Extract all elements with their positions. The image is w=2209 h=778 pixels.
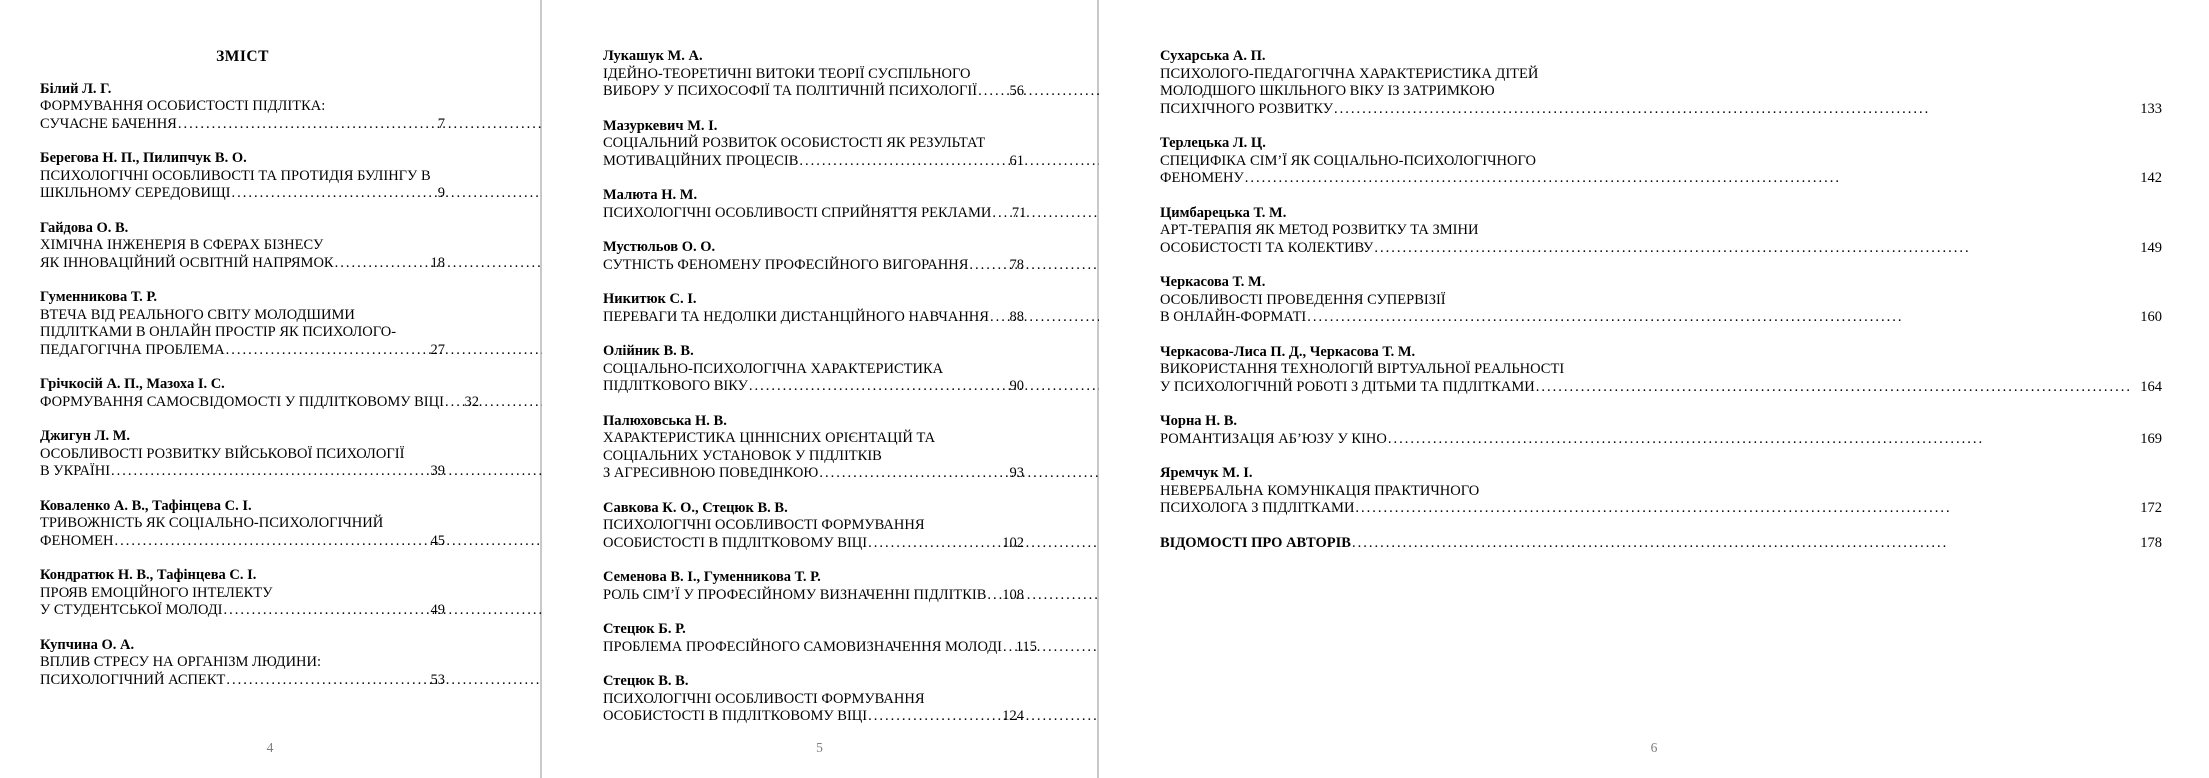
toc-entry-page-number: 78 (1009, 256, 1024, 273)
toc-entry-page-number: 53 (430, 671, 445, 688)
dot-leader (223, 602, 415, 620)
toc-entry-title-text: З АГРЕСИВНОЮ ПОВЕДІНКОЮ (603, 465, 819, 481)
toc-entry-title-text: РОЛЬ СІМ’Ї У ПРОФЕСІЙНОМУ ВИЗНАЧЕННІ ПІДЛІТКІВ (603, 586, 987, 603)
toc-entry-title-line (603, 587, 1024, 605)
toc-entry-title-line (1160, 240, 2162, 258)
toc-entry-title-line: ОСОБЛИВОСТІ ПРОВЕДЕННЯ СУПЕРВІЗІЇ (1160, 291, 1446, 308)
toc-entry-title-line (1160, 309, 2162, 327)
toc-entry-page-number: 61 (1009, 152, 1024, 169)
toc-entry (603, 343, 1024, 396)
toc-entry-page-number: 102 (1002, 534, 1024, 551)
dot-leader (799, 153, 994, 171)
toc-entry-title-line: ВПЛИВ СТРЕСУ НА ОРГАНІЗМ ЛЮДИНИ: (40, 654, 322, 670)
toc-entry-authors: Берегова Н. П., Пилипчук В. О. (40, 150, 247, 166)
toc-entry-page-number: 45 (430, 532, 445, 549)
toc-entry-title-line: ПРОЯВ ЕМОЦІЙНОГО ІНТЕЛЕКТУ (40, 584, 273, 601)
toc-entry-authors: Мустюльов О. О. (603, 239, 716, 255)
toc-entry-authors: Черкасова-Лиса П. Д., Черкасова Т. М. (1160, 343, 1416, 360)
dot-leader (1245, 170, 2132, 188)
dot-leader (111, 463, 415, 481)
toc-entry (1160, 344, 2162, 397)
dot-leader (226, 342, 415, 360)
toc-entry (603, 500, 1024, 553)
toc-entry-title-text: ОСОБИСТОСТІ В ПІДЛІТКОВОМУ ВІЦІ (603, 534, 868, 551)
toc-entry-page-number: 133 (2140, 100, 2162, 117)
toc-entry (40, 376, 479, 411)
toc-entry-page-number: 124 (1002, 708, 1024, 724)
toc-entry-title-line (603, 638, 1037, 657)
toc-entries-page-6 (1160, 48, 2162, 552)
toc-entry-authors: Лукашук М. А. (603, 48, 703, 64)
toc-entry-title-text: У СТУДЕНТСЬКОЇ МОЛОДІ (40, 602, 223, 618)
toc-entry-page-number: 115 (1015, 638, 1037, 655)
toc-entry-title-line (40, 602, 445, 620)
toc-entry-title-text: ЯК ІННОВАЦІЙНИЙ ОСВІТНІЙ НАПРЯМОК (40, 254, 334, 271)
toc-entry-title-line: ПСИХОЛОГІЧНІ ОСОБЛИВОСТІ ФОРМУВАННЯ (603, 517, 925, 533)
toc-entry-title-text: МОТИВАЦІЙНИХ ПРОЦЕСІВ (603, 152, 799, 169)
toc-entry-title-text: В УКРАЇНІ (40, 463, 111, 479)
toc-entry-title-line: НЕВЕРБАЛЬНА КОМУНІКАЦІЯ ПРАКТИЧНОГО (1160, 482, 1480, 499)
toc-entry-authors: Джигун Л. М. (40, 428, 131, 444)
toc-entry (40, 498, 445, 551)
toc-entry-authors: Палюховська Н. В. (603, 412, 727, 429)
toc-entry-page-number: 142 (2140, 170, 2162, 186)
toc-entry-title-text: ОСОБИСТОСТІ ТА КОЛЕКТИВУ (1160, 239, 1374, 256)
toc-entry (603, 187, 1027, 222)
toc-entry (1160, 535, 2162, 553)
toc-entry-authors: Яремчук М. І. (1160, 465, 1253, 481)
dot-leader (868, 708, 994, 726)
toc-entry (1160, 413, 2162, 448)
toc-entry-authors: Грічкосій А. П., Мазоха І. С. (40, 376, 225, 392)
toc-entry-title-line: ТРИВОЖНІСТЬ ЯК СОЦІАЛЬНО-ПСИХОЛОГІЧНИЙ (40, 515, 384, 531)
toc-entry-authors: Никитюк С. І. (603, 291, 697, 307)
toc-entry-page-number: 169 (2140, 430, 2162, 447)
toc-entry (603, 673, 1024, 726)
toc-entry (603, 291, 1024, 326)
toc-entry-authors: Олійник В. В. (603, 343, 694, 359)
toc-entry-title-line (1160, 500, 2162, 518)
toc-entry-title-line: ПІДЛІТКАМИ В ОНЛАЙН ПРОСТІР ЯК ПСИХОЛОГО- (40, 324, 397, 340)
page-6 (1099, 0, 2209, 778)
toc-entry-title-line: МОЛОДШОГО ШКІЛЬНОГО ВІКУ ІЗ ЗАТРИМКОЮ (1160, 83, 1495, 99)
toc-entry-authors: Мазуркевич М. І. (603, 117, 718, 134)
toc-entry (603, 569, 1024, 604)
dot-leader (231, 185, 415, 203)
toc-entry-page-number: 18 (430, 254, 445, 271)
dot-leader (819, 465, 994, 483)
toc-entry-title-line: ХІМІЧНА ІНЖЕНЕРІЯ В СФЕРАХ БІЗНЕСУ (40, 237, 324, 253)
toc-entry-authors: Савкова К. О., Стецюк В. В. (603, 499, 788, 516)
dot-leader (978, 83, 994, 101)
toc-entry (40, 567, 445, 620)
toc-entry-title-line: ПСИХОЛОГО-ПЕДАГОГІЧНА ХАРАКТЕРИСТИКА ДІТЕЙ (1160, 65, 1539, 82)
toc-entry-title-line: СОЦІАЛЬНО-ПСИХОЛОГІЧНА ХАРАКТЕРИСТИКА (603, 360, 944, 377)
toc-entry-title-line (603, 465, 1024, 483)
toc-entry-title-text: ПСИХОЛОГА З ПІДЛІТКАМИ (1160, 500, 1355, 516)
toc-entry (40, 428, 445, 481)
toc-entry-page-number: 7 (437, 115, 445, 132)
toc-entry-title-line (40, 533, 445, 551)
toc-entry (40, 637, 445, 690)
toc-entry-page-number: 178 (2140, 534, 2162, 551)
page-5 (542, 0, 1097, 778)
dot-leader (1536, 379, 2132, 397)
dot-leader (749, 378, 994, 396)
toc-entry (1160, 465, 2162, 518)
toc-heading: ЗМІСТ (216, 48, 269, 65)
toc-entry-title-text: ОСОБИСТОСТІ В ПІДЛІТКОВОМУ ВІЦІ (603, 708, 868, 724)
toc-entry-title-line: ПСИХОЛОГІЧНІ ОСОБЛИВОСТІ ФОРМУВАННЯ (603, 690, 925, 707)
dot-leader (335, 255, 415, 273)
dot-leader (1388, 431, 2132, 449)
toc-entry-title-text: ШКІЛЬНОМУ СЕРЕДОВИЩІ (40, 185, 231, 201)
toc-entry-page-number: 27 (430, 341, 445, 358)
toc-entry-title-line (603, 83, 1024, 101)
toc-entry-title-line (40, 393, 479, 412)
toc-entry-page-number: 56 (1009, 83, 1024, 99)
toc-entry-authors: Семенова В. І., Гуменникова Т. Р. (603, 569, 821, 585)
toc-entry (603, 239, 1024, 274)
toc-entry-title-text: ВІДОМОСТІ ПРО АВТОРІВ (1160, 534, 1351, 551)
toc-entry-title-text: ПЕДАГОГІЧНА ПРОБЛЕМА (40, 341, 225, 358)
toc-entry-page-number: 39 (430, 463, 445, 479)
toc-entry-page-number: 108 (1002, 586, 1024, 603)
toc-entry-title-line (1160, 431, 2162, 449)
toc-entry-title-text: ФОРМУВАННЯ САМОСВІДОМОСТІ У ПІДЛІТКОВОМУ ВІЦІ (40, 393, 444, 410)
toc-entry-authors: Гуменникова Т. Р. (40, 289, 158, 305)
toc-entry (1160, 135, 2162, 188)
toc-entry (1160, 48, 2162, 118)
dot-leader (987, 587, 994, 605)
page-number-footer-6: 6 (1650, 739, 1658, 755)
toc-entry (40, 81, 445, 134)
toc-entry (1160, 274, 2162, 327)
toc-entry-title-line (603, 204, 1027, 223)
toc-entry-title-text: В ОНЛАЙН-ФОРМАТІ (1160, 309, 1307, 325)
toc-entry-title-text: ПІДЛІТКОВОГО ВІКУ (603, 378, 748, 394)
toc-entry (603, 118, 1024, 171)
toc-entry-title-line (40, 185, 445, 203)
toc-entry-page-number: 49 (430, 602, 445, 618)
toc-entry-page-number: 90 (1009, 378, 1024, 394)
toc-entry-title-line (40, 255, 445, 273)
toc-entry-title-line (603, 378, 1024, 396)
dot-leader (1334, 101, 2132, 119)
toc-entry-title-text: ПСИХІЧНОГО РОЗВИТКУ (1160, 100, 1334, 117)
toc-entry-page-number: 88 (1009, 308, 1024, 325)
toc-entry (40, 150, 445, 203)
toc-entry-title-line: ОСОБЛИВОСТІ РОЗВИТКУ ВІЙСЬКОВОЇ ПСИХОЛОГІЇ (40, 445, 405, 462)
toc-entry-title-line (40, 116, 445, 134)
toc-entry-page-number: 93 (1009, 465, 1024, 481)
toc-entry-title-line (603, 153, 1024, 171)
toc-entry-title-text: ПЕРЕВАГИ ТА НЕДОЛІКИ ДИСТАНЦІЙНОГО НАВЧАННЯ (603, 308, 989, 325)
dot-leader (969, 257, 994, 275)
toc-entry-authors: Сухарська А. П. (1160, 48, 1266, 64)
toc-entry-title-line (40, 342, 445, 360)
toc-entry-title-text: ФЕНОМЕН (40, 532, 114, 549)
toc-entry (603, 413, 1024, 483)
toc-entry-title-text: РОМАНТИЗАЦІЯ АБ’ЮЗУ У КІНО (1160, 430, 1387, 447)
dot-leader (1374, 240, 2132, 258)
toc-entry-authors: Білий Л. Г. (40, 80, 112, 97)
toc-entry-title-line: ПСИХОЛОГІЧНІ ОСОБЛИВОСТІ ТА ПРОТИДІЯ БУЛІНГУ В (40, 167, 431, 184)
toc-entry-title-line: СПЕЦИФІКА СІМ’Ї ЯК СОЦІАЛЬНО-ПСИХОЛОГІЧНОГО (1160, 152, 1536, 169)
toc-entry-title-line (603, 708, 1024, 726)
dot-leader (1352, 535, 2132, 553)
toc-entry-authors: Цимбарецька Т. М. (1160, 204, 1287, 221)
toc-entry-title-line: ХАРАКТЕРИСТИКА ЦІННІСНИХ ОРІЄНТАЦІЙ ТА (603, 430, 936, 446)
toc-entry (40, 289, 445, 359)
toc-entry-title-line (1160, 101, 2162, 119)
dot-leader (114, 533, 415, 551)
toc-entry-title-line (603, 535, 1024, 553)
toc-entry (603, 621, 1037, 656)
toc-entry-authors: Стецюк В. В. (603, 673, 689, 689)
toc-entry-authors: Кондратюк Н. В., Тафінцева С. І. (40, 567, 257, 583)
toc-entry-authors: Купчина О. А. (40, 636, 135, 653)
dot-leader (226, 672, 415, 690)
toc-entry-title-line: СОЦІАЛЬНИХ УСТАНОВОК У ПІДЛІТКІВ (603, 447, 882, 464)
toc-entry-title-text: ФЕНОМЕНУ (1160, 170, 1244, 186)
toc-entry-title-text: ПСИХОЛОГІЧНІ ОСОБЛИВОСТІ СПРИЙНЯТТЯ РЕКЛАМИ (603, 204, 992, 221)
toc-entry-title-line: АРТ-ТЕРАПІЯ ЯК МЕТОД РОЗВИТКУ ТА ЗМІНИ (1160, 222, 1479, 238)
toc-entry-title-line: ІДЕЙНО-ТЕОРЕТИЧНІ ВИТОКИ ТЕОРІЇ СУСПІЛЬНОГО (603, 65, 971, 82)
toc-entry-page-number: 71 (1011, 204, 1027, 221)
toc-entries-page-4 (40, 80, 479, 690)
toc-entry-authors: Чорна Н. В. (1160, 413, 1238, 429)
toc-entry-title-text: У ПСИХОЛОГІЧНІЙ РОБОТІ З ДІТЬМИ ТА ПІДЛІТКАМИ (1160, 378, 1535, 395)
toc-entry-title-line (40, 672, 445, 690)
toc-entry-title-line (40, 463, 445, 481)
toc-entry-page-number: 149 (2140, 239, 2162, 256)
toc-entry-authors: Гайдова О. В. (40, 219, 129, 236)
toc-entry-title-line (603, 309, 1024, 327)
toc-entry-page-number: 9 (437, 185, 445, 201)
toc-entry-title-line: СОЦІАЛЬНИЙ РОЗВИТОК ОСОБИСТОСТІ ЯК РЕЗУЛЬТАТ (603, 135, 986, 151)
toc-entry-title-line (603, 257, 1024, 275)
dot-leader (868, 535, 994, 553)
page-number-footer-4: 4 (266, 739, 274, 755)
toc-entry-title-text: СУЧАСНЕ БАЧЕННЯ (40, 115, 177, 132)
toc-entry-page-number: 172 (2140, 500, 2162, 516)
page-number-footer-5: 5 (816, 739, 823, 755)
toc-entry-title-line: ВИКОРИСТАННЯ ТЕХНОЛОГІЙ ВІРТУАЛЬНОЇ РЕАЛЬНОСТІ (1160, 361, 1565, 377)
dot-leader (1307, 309, 2132, 327)
toc-entry-title-line (1160, 535, 2162, 553)
toc-entry-title-line: ВТЕЧА ВІД РЕАЛЬНОГО СВІТУ МОЛОДШИМИ (40, 306, 355, 323)
toc-entry (1160, 205, 2162, 258)
toc-entry (40, 220, 445, 273)
toc-entry-page-number: 32 (464, 393, 479, 410)
toc-entry-page-number: 160 (2140, 309, 2162, 325)
toc-entries-page-5 (603, 48, 1037, 726)
toc-entry-title-text: СУТНІСТЬ ФЕНОМЕНУ ПРОФЕСІЙНОГО ВИГОРАННЯ (603, 256, 969, 273)
toc-entry (603, 48, 1024, 101)
toc-entry-title-line (1160, 170, 2162, 188)
toc-entry-authors: Коваленко А. В., Тафінцева С. І. (40, 497, 252, 514)
toc-entry-authors: Малюта Н. М. (603, 187, 698, 203)
toc-entry-title-line: ФОРМУВАННЯ ОСОБИСТОСТІ ПІДЛІТКА: (40, 98, 326, 114)
toc-entry-authors: Терлецька Л. Ц. (1160, 135, 1266, 151)
toc-entry-title-text: ПСИХОЛОГІЧНИЙ АСПЕКТ (40, 671, 226, 688)
toc-entry-title-text: ВИБОРУ У ПСИХОСОФІЇ ТА ПОЛІТИЧНІЙ ПСИХОЛОГІЇ (603, 83, 978, 99)
toc-entry-page-number: 164 (2140, 378, 2162, 395)
toc-entry-title-line (1160, 379, 2162, 397)
page-4 (0, 0, 540, 778)
toc-entry-authors: Стецюк Б. Р. (603, 621, 686, 637)
dot-leader (1355, 500, 2132, 518)
toc-entry-title-text: ПРОБЛЕМА ПРОФЕСІЙНОГО САМОВИЗНАЧЕННЯ МОЛОДІ (603, 638, 1002, 655)
dot-leader (178, 116, 415, 134)
toc-entry-authors: Черкасова Т. М. (1160, 274, 1266, 290)
